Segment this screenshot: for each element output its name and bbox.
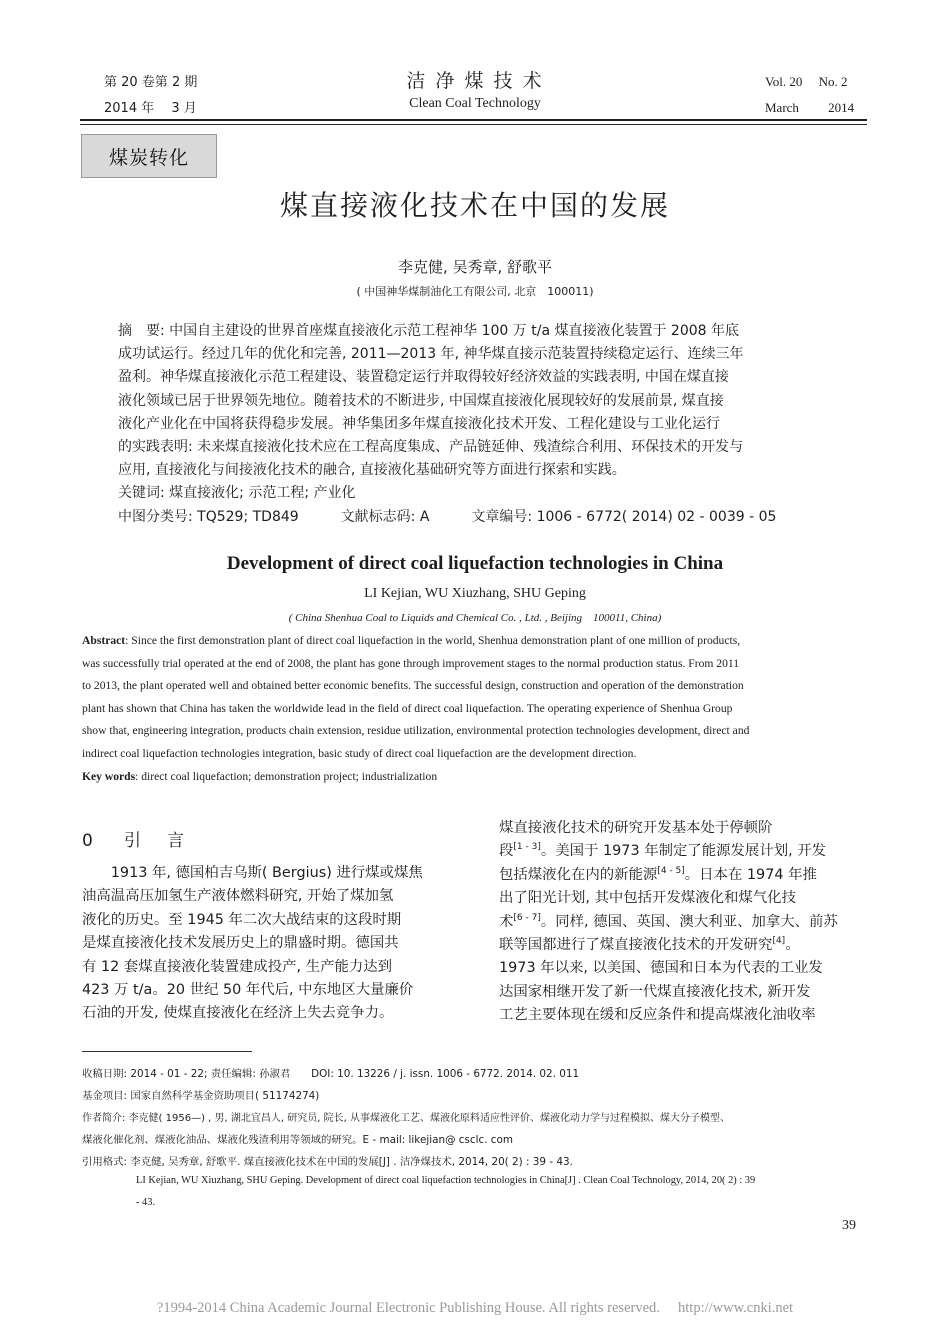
header-date-en: March 2014 (765, 100, 855, 115)
paper-title-cn: 煤直接液化技术在中国的发展 (279, 189, 670, 222)
abstract-cn-line: 盈利。神华煤直接液化示范工程建设、装置稳定运行并取得较好经济效益的实践表明, 中国在煤直接 (118, 369, 729, 386)
abstract-en-line: to 2013, the plant operated well and obtained better economic benefits. The successful design, construction and operation of the demonstration (82, 679, 744, 693)
abstract-en-line: was successfully trial operated at the end of 2008, the plant has gone through improvement stages to the normal production status. From 2011 (82, 656, 740, 670)
journal-title-cn: 洁 净 煤 技 术 (406, 70, 544, 92)
header-volume-en: Vol. 20 No. 2 (765, 74, 848, 89)
abstract-cn (118, 320, 848, 529)
abstract-en-label: Abstract (82, 634, 126, 647)
copyright-watermark: ?1994-2014 China Academic Journal Electronic Publishing House. All rights reserved. http://www.cnki.net (156, 1300, 794, 1316)
abstract-en-line: plant has shown that China has taken the worldwide lead in the field of direct coal liquefaction. The operating experience of Shenhua Group (82, 701, 733, 715)
paper-title-en: Development of direct coal liquefaction technologies in China (226, 553, 724, 574)
abstract-cn-label: 摘 要: (118, 323, 170, 339)
body-line: 术[6 - 7]。同样, 德国、英国、澳大利亚、加拿大、前苏 (499, 912, 838, 930)
abstract-cn-line: 液化领域已居于世界领先地位。随着技术的不断进步, 中国煤直接液化展现较好的发展前景, 煤直接 (118, 392, 724, 409)
abstract-cn-line: 液化产业化在中国将获得稳步发展。神华集团多年煤直接液化技术开发、工程化建设与工业化运行 (118, 415, 720, 432)
citation-ref[interactable]: [6 - 7] (513, 912, 541, 923)
body-line: 1973 年以来, 以美国、德国和日本为代表的工业发 (499, 960, 823, 977)
abstract-en-line: indirect coal liquefaction technologies integration, basic study of direct coal liquefaction are the development direction. (82, 746, 637, 760)
authors-en: LI Kejian, WU Xiuzhang, SHU Geping (364, 586, 586, 601)
body-line: 煤直接液化技术的研究开发基本处于停顿阶 (499, 820, 773, 836)
body-line: 是煤直接液化技术发展历史上的鼎盛时期。德国共 (82, 935, 399, 952)
section-heading (82, 826, 210, 851)
body-line: 联等国都进行了煤直接液化技术的开发研究[4]。 (499, 935, 800, 953)
header-volume-cn: 第 20 卷第 2 期 (104, 75, 198, 90)
footnote-fund: 基金项目: 国家自然科学基金资助项目( 51174274) (82, 1090, 320, 1102)
citation-ref[interactable]: [1 - 3] (513, 842, 541, 853)
abstract-cn-line: 的实践表明: 未来煤直接液化技术应在工程高度集成、产品链延伸、残渣综合利用、环保技术的开发与 (118, 438, 744, 455)
page-number: 39 (842, 1218, 856, 1233)
citation-ref[interactable]: [4] (772, 935, 786, 946)
keywords-en: Key words: direct coal liquefaction; demonstration project; industrialization (82, 769, 438, 783)
classification-cn: 中图分类号: TQ529; TD849 文献标志码: A 文章编号: 1006 - 6772( 2014) 02 - 0039 - 05 (118, 508, 777, 525)
body-line: 423 万 t/a。20 世纪 50 年代后, 中东地区大量廉价 (82, 981, 414, 998)
abstract-en-line: Abstract: Since the first demonstration plant of direct coal liquefaction in the world, Shenhua demonstration plant of one million of products, (82, 634, 741, 647)
citation-ref[interactable]: [4 - 5] (657, 865, 685, 876)
header-rule-thin (80, 124, 867, 125)
body-line: 段[1 - 3]。美国于 1973 年制定了能源发展计划, 开发 (499, 842, 827, 860)
footnote-received: 收稿日期: 2014 - 01 - 22; 责任编辑: 孙淑君 DOI: 10. 13226 / j. issn. 1006 - 6772. 2014. 02. 011 (82, 1068, 580, 1080)
affiliation-en: ( China Shenhua Coal to Liquids and Chemical Co. , Ltd. , Beijing 100011, China) (288, 612, 662, 624)
journal-title-en: Clean Coal Technology (409, 96, 541, 111)
header-rule (80, 119, 867, 121)
body-line: 1913 年, 德国柏吉乌斯( Bergius) 进行煤或煤焦 (82, 865, 423, 881)
body-line: 液化的历史。至 1945 年二次大战结束的这段时期 (82, 911, 402, 928)
section-title: 引言 (124, 831, 210, 851)
body-line: 工艺主要体现在缓和反应条件和提高煤液化油收率 (499, 1007, 816, 1024)
body-line: 有 12 套煤直接液化装置建成投产, 生产能力达到 (82, 958, 393, 975)
abstract-cn-line: 成功试运行。经过几年的优化和完善, 2011—2013 年, 神华煤直接示范装置持续稳定运行、连续三年 (118, 346, 744, 363)
authors-cn: 李克健, 吴秀章, 舒歌平 (397, 258, 553, 276)
abstract-en-line: show that, engineering integration, products chain extension, residue utilization, environmental protection technologies development, direct and (82, 724, 750, 738)
body-line: 达国家相继开发了新一代煤直接液化技术, 新开发 (499, 983, 811, 1000)
citation-format-en-cont: - 43. (136, 1197, 156, 1208)
section-number: 0 (82, 831, 93, 851)
citation-format-en: LI Kejian, WU Xiuzhang, SHU Geping. Development of direct coal liquefaction technologies in China[J] . Clean Coal Technology, 2014, 20( 2) : 39 (136, 1175, 756, 1186)
body-line: 石油的开发, 使煤直接液化在经济上失去竞争力。 (82, 1005, 394, 1022)
citation-format-cn: 引用格式: 李克健, 吴秀章, 舒歌平. 煤直接液化技术在中国的发展[J] . 洁净煤技术, 2014, 20( 2) : 39 - 43. (82, 1156, 573, 1168)
footnote-rule (82, 1051, 252, 1052)
abstract-en (82, 630, 868, 788)
header-date-cn: 2014 年 3 月 (104, 101, 197, 116)
abstract-cn-line: 摘 要: 中国自主建设的世界首座煤直接液化示范工程神华 100 万 t/a 煤直接液化装置于 2008 年底 (118, 323, 740, 339)
footnote-author-cont: 煤液化催化剂、煤液化油品、煤液化残渣利用等领域的研究。E - mail: likejian@ csclc. com (82, 1134, 513, 1146)
footnote-author: 作者简介: 李克健( 1956—) , 男, 湖北宜昌人, 研究员, 院长, 从事煤液化工艺、煤液化原料适应性评价、煤液化动力学与过程模拟、煤大分子模型、 (82, 1113, 730, 1124)
body-line: 出了阳光计划, 其中包括开发煤液化和煤气化技 (499, 890, 796, 907)
body-column-right (499, 817, 869, 1028)
section-tag: 煤炭转化 (81, 134, 217, 178)
keywords-cn: 关键词: 煤直接液化; 示范工程; 产业化 (118, 485, 356, 502)
affiliation-cn: ( 中国神华煤制油化工有限公司, 北京 100011) (356, 285, 594, 298)
body-column-left (82, 862, 452, 1026)
abstract-cn-line: 应用, 直接液化与间接液化技术的融合, 直接液化基础研究等方面进行探索和实践。 (118, 462, 626, 479)
keywords-en-label: Key words (82, 769, 136, 783)
body-line: 包括煤液化在内的新能源[4 - 5]。日本在 1974 年推 (499, 865, 817, 883)
body-line: 油高温高压加氢生产液体燃料研究, 开始了煤加氢 (82, 888, 394, 905)
